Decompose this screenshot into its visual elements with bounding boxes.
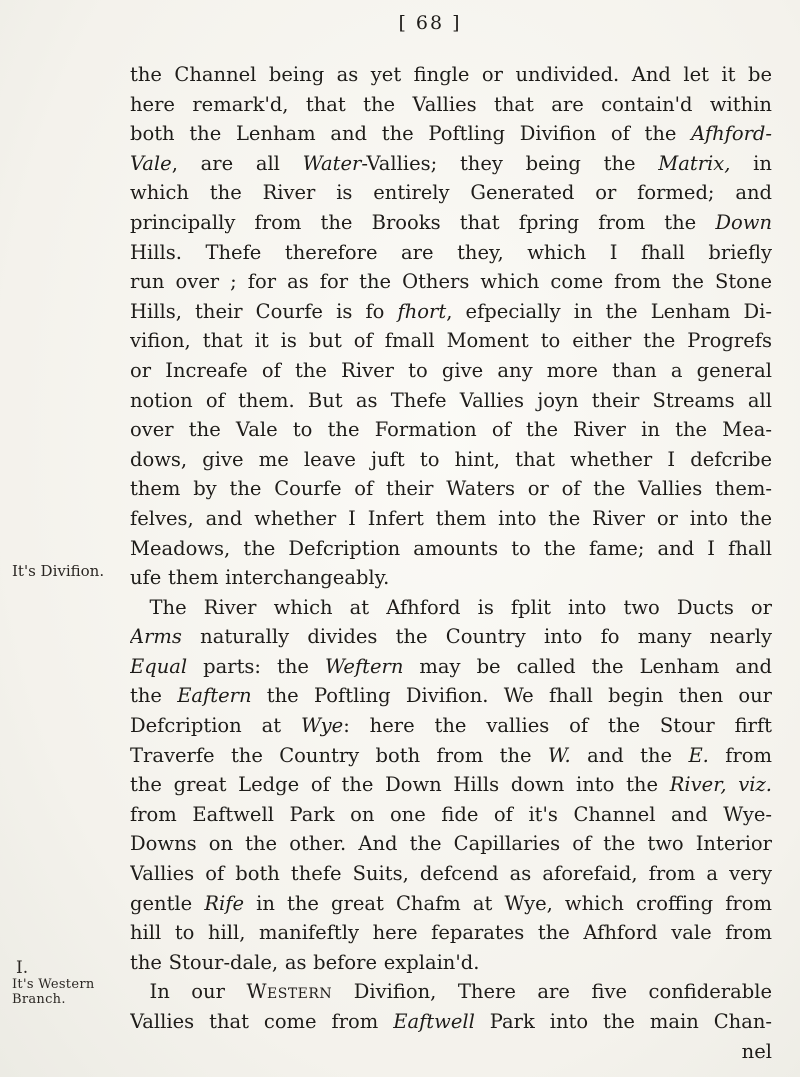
text-line: from Eaftwell Park on one fide of it's Channel and Wye-: [130, 802, 772, 826]
text-line: them by the Courfe of their Waters or of the Vallies them-: [130, 477, 772, 501]
text-line: the Eaftern the Poftling Divifion. We fhall begin then our: [130, 684, 772, 708]
text-line: ufe them interchangeably.: [130, 566, 390, 590]
text-line: vifion, that it is but of fmall Moment to either the Progrefs: [130, 329, 772, 353]
text-line: hill to hill, manifeftly here feparates the Afhford vale from: [130, 921, 772, 945]
margin-note-division-text: It's Divifion.: [12, 562, 105, 580]
text-line: principally from the Brooks that fpring from the Down: [130, 210, 772, 234]
text-line: In our Western Divifion, There are five confiderable: [149, 980, 772, 1004]
text-line: Hills. Thefe therefore are they, which I fhall briefly: [130, 240, 772, 264]
text-line: felves, and whether I Infert them into the River or into the: [130, 506, 772, 530]
catchword: nel: [741, 1039, 772, 1063]
text-line: Vale, are all Water-Vallies; they being the Matrix, in: [130, 151, 772, 175]
margin-note-western-line1: It's Western: [12, 977, 95, 992]
text-line: both the Lenham and the Poftling Divifion of the Afhford-: [130, 122, 772, 146]
text-line: here remark'd, that the Vallies that are contain'd within: [130, 92, 772, 116]
page-number: [ 68 ]: [398, 12, 462, 34]
body-text: [130, 60, 772, 1066]
text-line: over the Vale to the Formation of the River in the Mea-: [130, 418, 772, 442]
margin-note-division: [12, 563, 122, 580]
text-line: which the River is entirely Generated or formed; and: [130, 181, 772, 205]
text-line: Defcription at Wye: here the vallies of the Stour firft: [130, 714, 772, 738]
margin-note-number: I.: [16, 958, 29, 978]
text-line: Traverfe the Country both from the W. and the E. from: [130, 743, 772, 767]
text-line: the Stour-dale, as before explain'd.: [130, 950, 480, 974]
margin-note-western-line2: Branch.: [12, 992, 66, 1007]
text-line: Vallies of both thefe Suits, defcend as aforefaid, from a very: [130, 862, 772, 886]
text-line: Arms naturally divides the Country into fo many nearly: [130, 625, 772, 649]
text-line: the great Ledge of the Down Hills down into the River, viz.: [130, 773, 772, 797]
text-line: Equal parts: the Weftern may be called the Lenham and: [130, 654, 772, 678]
text-line: Hills, their Courfe is fo fhort, efpecially in the Lenham Di-: [130, 299, 772, 323]
text-line: Meadows, the Defcription amounts to the fame; and I fhall: [130, 536, 772, 560]
text-line: Downs on the other. And the Capillaries of the two Interior: [130, 832, 772, 856]
margin-note-western-branch: [12, 960, 122, 1007]
text-line: notion of them. But as Thefe Vallies joyn their Streams all: [130, 388, 772, 412]
text-line: Vallies that come from Eaftwell Park into the main Chan-: [130, 1010, 772, 1033]
text-line: gentle Rife in the great Chafm at Wye, which croffing from: [130, 891, 772, 915]
text-line: or Increafe of the River to give any more than a general: [130, 358, 772, 382]
text-line: the Channel being as yet fingle or undivided. And let it be: [130, 63, 772, 86]
text-line: run over ; for as for the Others which come from the Stone: [130, 270, 772, 294]
text-line: The River which at Afhford is fplit into two Ducts or: [149, 595, 772, 619]
text-line: dows, give me leave juft to hint, that whether I defcribe: [130, 447, 772, 471]
